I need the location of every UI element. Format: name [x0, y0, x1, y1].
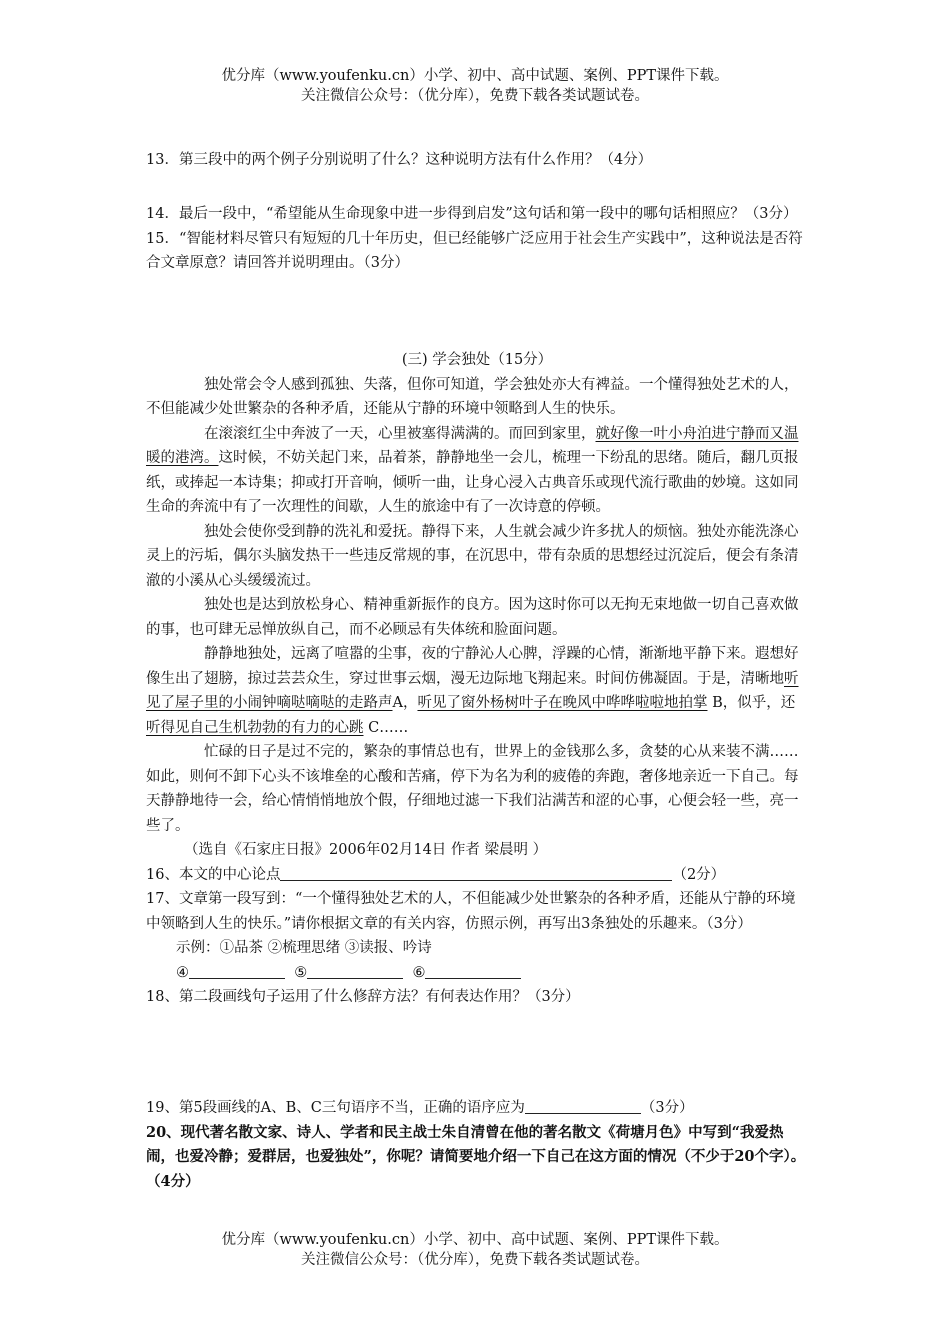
footer-line-2: 关注微信公众号：（优分库），免费下载各类试题试卷。: [301, 1252, 649, 1268]
q16-suffix: （2分）: [672, 866, 726, 883]
q17-blanks: [146, 961, 808, 986]
q17-num-6: ⑥: [412, 964, 426, 981]
article-paragraph-5: [146, 642, 808, 740]
p5-underlined-a: 听见了屋子里的小闹钟嘀哒嘀哒的走路声: [146, 670, 799, 711]
question-13: 13．第三段中的两个例子分别说明了什么？这种说明方法有什么作用？（4分）: [146, 152, 653, 168]
article-paragraph-3: 独处会使你受到静的洗礼和爱抚。静得下来，人生就会减少许多扰人的烦恼。独处亦能洗涤心灵上的污垢，偶尔头脑发热干一些违反常规的事，在沉思中，带有杂质的思想经过沉淀后，便会有条清澈的小溪从心头缓缓流过。: [146, 523, 799, 589]
questions-top-2: [146, 202, 808, 276]
article: [146, 348, 808, 1010]
q17-blank-4[interactable]: [189, 962, 285, 979]
article-paragraph-2: [146, 422, 808, 520]
article-source: （选自《石家庄日报》2006年02月14日 作者 梁晨明 ）: [184, 842, 548, 858]
q16-answer-blank[interactable]: [280, 864, 672, 881]
q17-example: 示例：①品茶 ②梳理思绪 ③读报、吟诗: [176, 940, 432, 956]
q19-answer-blank[interactable]: [525, 1097, 641, 1114]
question-17: 17、文章第一段写到：“一个懂得独处艺术的人，不但能减少处世繁杂的各种矛盾，还能从宁静的环境中领略到人生的快乐。”请你根据文章的有关内容，仿照示例，再写出3条独处的乐趣来。（3分）: [146, 891, 796, 932]
page-header: [0, 66, 950, 106]
q17-blank-6[interactable]: [425, 962, 521, 979]
article-title: (三) 学会独处（15分）: [401, 352, 553, 368]
p2-underlined-sentence: 就好像一叶小舟泊进宁静而又温暖的港湾。: [146, 425, 799, 466]
q19-prefix: 19、第5段画线的A、B、C三句语序不当，正确的语序应为: [146, 1100, 525, 1116]
question-14: 14．最后一段中，“希望能从生命现象中进一步得到启发”这句话和第一段中的哪句话相照应？（3分）: [146, 206, 798, 222]
q19-suffix: （3分）: [640, 1100, 694, 1116]
q17-blank-5[interactable]: [307, 962, 403, 979]
p5-text-a: 静静地独处，远离了喧嚣的尘事，夜的宁静沁人心脾，浮躁的心情，渐渐地平静下来。遐想好像生出了翅膀，掠过芸芸众生，穿过世事云烟，漫无边际地飞翔起来。时间仿佛凝固。于是，清晰地: [146, 646, 799, 687]
questions-top: [146, 148, 808, 173]
page-footer: [0, 1230, 950, 1270]
question-16: [146, 863, 808, 888]
article-paragraph-4: 独处也是达到放松身心、精神重新振作的良方。因为这时你可以无拘无束地做一切自己喜欢做的事，也可肆无忌惮放纵自己，而不必顾忌有失体统和脸面问题。: [146, 597, 799, 638]
article-paragraph-1: 独处常会令人感到孤独、失落，但你可知道，学会独处亦大有裨益。一个懂得独处艺术的人，不但能减少处世繁杂的各种矛盾，还能从宁静的环境中领略到人生的快乐。: [146, 376, 799, 417]
question-19: [146, 1096, 808, 1121]
p5-mark-b: B，似乎，还: [707, 695, 796, 711]
question-15: 15．“智能材料尽管只有短短的几十年历史，但已经能够广泛应用于社会生产实践中”，这种说法是否符合文章原意？请回答并说明理由。（3分）: [146, 230, 803, 271]
header-line-2: 关注微信公众号：（优分库），免费下载各类试题试卷。: [301, 88, 649, 104]
q16-prefix: 16、本文的中心论点: [146, 866, 281, 883]
q17-num-5: ⑤: [294, 964, 308, 981]
p5-underlined-c: 听得见自己生机勃勃的有力的心跳: [146, 719, 364, 736]
p2-text-b: 这时候，不妨关起门来，品着茶，静静地坐一会儿，梳理一下纷乱的思绪。随后，翻几页报纸，或捧起一本诗集；抑或打开音响，倾听一曲，让身心浸入古典音乐或现代流行歌曲的妙境。这如同生命的奔流中有了一次理性的间歇，人生的旅途中有了一次诗意的停顿。: [146, 450, 799, 515]
article-paragraph-6: 忙碌的日子是过不完的，繁杂的事情总也有，世界上的金钱那么多，贪婪的心从来装不满……如此，则何不卸下心头不该堆垒的心酸和苦痛，停下为名为利的疲倦的奔跑，奢侈地亲近一下自己。每天静静地待一会，给心情悄悄地放个假，仔细地过滤一下我们沾满苦和涩的心事，心便会轻一些，亮一些了。: [146, 744, 799, 834]
footer-line-1: 优分库（www.youfenku.cn）小学、初中、高中试题、案例、PPT课件下载。: [221, 1232, 729, 1248]
p2-text-a: 在滚滚红尘中奔波了一天，心里被塞得满满的。而回到家里，: [204, 425, 596, 442]
p5-mark-a: A，: [392, 695, 418, 711]
p5-underlined-b: 听见了窗外杨树叶子在晚风中哗哗啦啦地拍掌: [417, 695, 708, 711]
question-18: 18、第二段画线句子运用了什么修辞方法？有何表达作用？（3分）: [146, 989, 580, 1005]
question-20: 20、现代著名散文家、诗人、学者和民主战士朱自清曾在他的著名散文《荷塘月色》中写到“我爱热闹，也爱冷静；爱群居，也爱独处”，你呢？请简要地介绍一下自己在这方面的情况（不少于20个字）。（4分）: [146, 1123, 806, 1190]
p5-mark-c: C……: [363, 719, 409, 736]
q17-num-4: ④: [176, 964, 189, 981]
header-line-1: 优分库（www.youfenku.cn）小学、初中、高中试题、案例、PPT课件下载。: [221, 68, 729, 84]
questions-bottom: [146, 1096, 808, 1194]
